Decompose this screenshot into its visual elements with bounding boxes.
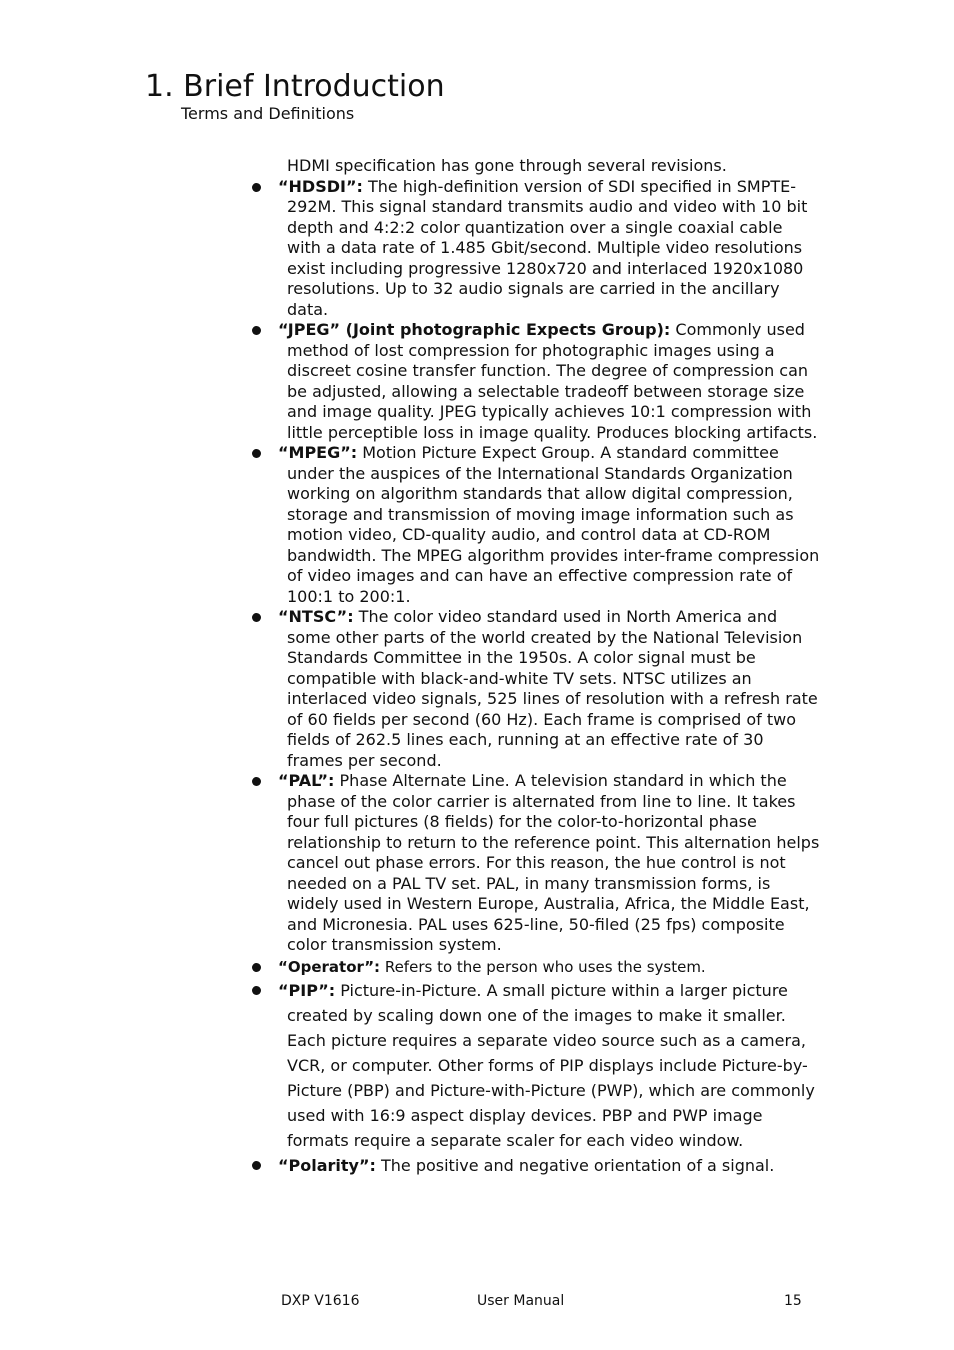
definition-item-polarity [250, 1153, 820, 1178]
definition-item-operator [250, 957, 820, 978]
definition-text: Motion Picture Expect Group. A standard committee under the auspices of the International Standards Organization working on algorithm standards that allow digital compression, storage and transmission of moving image information such as motion video, CD-quality audio, and control data at CD-ROM bandwidth. The MPEG algorithm provides inter-frame compression of video images and can have an effective compression rate of 100:1 to 200:1. [287, 443, 820, 606]
definition-item-mpeg [250, 443, 820, 607]
definition-term: “JPEG” (Joint photographic Expects Group): [278, 320, 671, 339]
bullet-icon [252, 449, 261, 458]
definition-text: The high-definition version of SDI specified in SMPTE-292M. This signal standard transmits audio and video with 10 bit depth and 4:2:2 color quantization over a single coaxial cable with a data rate of 1.485 Gbit/second. Multiple video resolutions exist including progressive 1280x720 and interlaced 1920x1080 resolutions. Up to 32 audio signals are carried in the ancillary data. [287, 176, 808, 319]
definition-item-pip [250, 978, 820, 1153]
definition-text: Refers to the person who uses the system. [380, 957, 706, 976]
bullet-icon [252, 963, 261, 972]
bullet-icon [252, 183, 261, 192]
bullet-icon [252, 1161, 261, 1170]
definition-term: “Polarity”: [278, 1156, 376, 1175]
definition-term: “PAL”: [278, 771, 335, 790]
continued-text: HDMI specification has gone through several revisions. [287, 156, 727, 175]
definition-term: “HDSDI”: [278, 176, 363, 196]
definition-term: “NTSC”: [278, 607, 354, 626]
bullet-icon [252, 986, 261, 995]
definition-text: Commonly used method of lost compression for photographic images using a discreet cosine transfer function. The degree of compression can be adjusted, allowing a selectable tradeoff between storage size and image quality. JPEG typically achieves 10:1 compression with little perceptible loss in image quality. Produces blocking artifacts. [287, 320, 818, 442]
section-heading: 1. Brief Introduction [145, 69, 445, 104]
section-subheading: Terms and Definitions [181, 104, 355, 123]
definition-text: Phase Alternate Line. A television standard in which the phase of the color carrier is alternated from line to line. It takes four full pictures (8 fields) for the color-to-horizontal phase relationship to return to the reference point. This alternation helps cancel out phase errors. For this reason, the hue control is not needed on a PAL TV set. PAL, in many transmission forms, is widely used in Western Europe, Australia, Africa, the Middle East, and Micronesia. PAL uses 625-line, 50-filed (25 fps) composite color transmission system. [287, 771, 820, 954]
bullet-icon [252, 613, 261, 622]
definitions-body [250, 156, 820, 1178]
bullet-icon [252, 326, 261, 335]
definition-item-pal [250, 771, 820, 956]
definition-item-jpeg [250, 320, 820, 443]
definition-term: “Operator”: [278, 957, 381, 976]
bullet-icon [252, 777, 261, 786]
definition-text: The color video standard used in North America and some other parts of the world created by the National Television Standards Committee in the 1950s. A color signal must be compatible with black-and-white TV sets. NTSC utilizes an interlaced video signals, 525 lines of resolution with a refresh rate of 60 fields per second (60 Hz). Each frame is comprised of two fields of 262.5 lines each, running at an effective rate of 30 frames per second. [287, 607, 818, 770]
definition-item-hdsdi [250, 177, 820, 321]
definition-text: Picture-in-Picture. A small picture within a larger picture created by scaling down one of the images to make it smaller. Each picture requires a separate video source such as a camera, VCR, or computer. Other forms of PIP displays include Picture-by-Picture (PBP) and Picture-with-Picture (PWP), which are commonly used with 16:9 aspect display devices. PBP and PWP image formats require a separate scaler for each video window. [287, 981, 815, 1150]
footer-model: DXP V1616 [281, 1293, 360, 1309]
footer-doc-title: User Manual [477, 1293, 565, 1309]
definition-term: “MPEG”: [278, 443, 358, 462]
definition-text: The positive and negative orientation of a signal. [375, 1156, 775, 1175]
footer-page-number: 15 [784, 1293, 802, 1309]
definition-term: “PIP”: [278, 981, 336, 1000]
definition-item-ntsc [250, 607, 820, 771]
